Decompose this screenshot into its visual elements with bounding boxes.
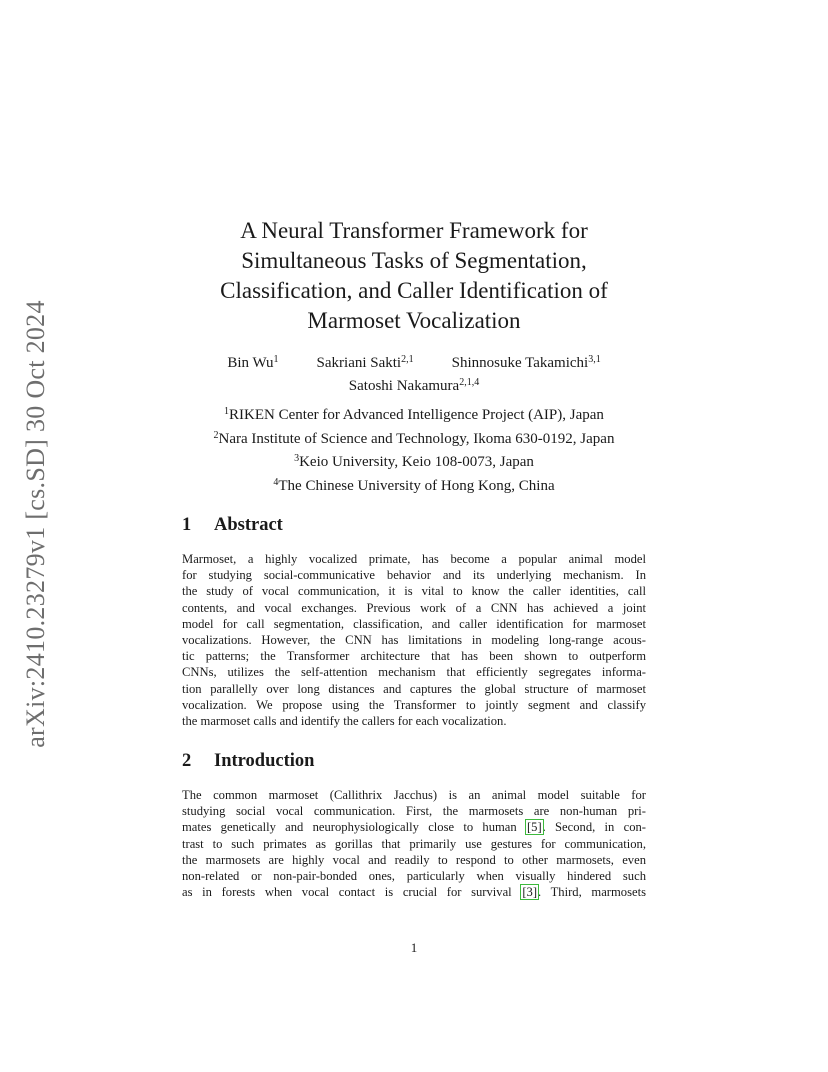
paper-title [180, 216, 648, 336]
text-line: the study of vocal communication, it is vital to know the caller identities, call [182, 584, 646, 599]
text-line: CNNs, utilizes the self-attention mechanism that efficiently segregates informa- [182, 665, 646, 680]
section-heading-abstract [182, 515, 283, 536]
affiliation [150, 402, 678, 426]
author-affil-marker: 3,1 [588, 354, 601, 365]
affiliation-marker: 2 [213, 429, 219, 441]
citation-link[interactable]: [5] [526, 820, 542, 835]
affiliation-text: Nara Institute of Science and Technology, Ikoma 630-0192, Japan [218, 430, 615, 447]
text-line: Marmoset, a highly vocalized primate, has become a popular animal model [182, 552, 646, 566]
text-line: trast to such primates as gorillas that primarily use gestures for communication, [182, 836, 646, 851]
section-title: Introduction [214, 751, 315, 771]
author-name: Shinnosuke Takamichi [451, 355, 589, 371]
affiliation-text: RIKEN Center for Advanced Intelligence Project (AIP), Japan [229, 407, 604, 423]
text-fragment: . Third, marmosets [538, 885, 646, 900]
affiliation-text: The Chinese University of Hong Kong, China [278, 477, 555, 494]
affiliation [150, 449, 678, 473]
author-name: Sakriani Sakti [316, 355, 402, 371]
title-line: Classification, and Caller Identification of [220, 278, 608, 303]
author-list [180, 350, 648, 396]
text-line [182, 819, 646, 835]
affiliation [150, 473, 678, 497]
author [317, 350, 414, 373]
arxiv-identifier-stamp: arXiv:2410.23279v1 [cs.SD] 30 Oct 2024 [21, 300, 50, 748]
title-line: Simultaneous Tasks of Segmentation, [241, 248, 587, 273]
text-line: the marmoset calls and identify the callers for each vocalization. [182, 714, 507, 729]
text-fragment: as in forests when vocal contact is crucial for survival [182, 885, 522, 900]
text-fragment: mates genetically and neurophysiologically close to human [182, 820, 526, 835]
affiliation-list [150, 402, 678, 496]
text-line: vocalization. We propose using the Transformer to jointly segment and classify [182, 697, 646, 712]
affiliation [150, 426, 678, 450]
page-number: 1 [410, 940, 418, 955]
author-affil-marker: 1 [273, 354, 279, 365]
affiliation-marker: 3 [294, 453, 300, 464]
author [227, 350, 278, 373]
section-number: 1 [182, 515, 192, 535]
author-affil-marker: 2,1 [401, 354, 414, 365]
text-line: tic patterns; the Transformer architecture that has been shown to outperform [182, 649, 646, 664]
author-affil-marker: 2,1,4 [459, 377, 480, 388]
author [452, 350, 601, 373]
affiliation-marker: 1 [224, 406, 230, 417]
section-heading-introduction [182, 751, 314, 772]
text-line: studying social vocal communication. First, the marmosets are non-human pri- [182, 804, 646, 819]
text-line: The common marmoset (Callithrix Jacchus) is an animal model suitable for [182, 788, 646, 802]
text-line: for studying social-communicative behavior and its underlying mechanism. In [182, 568, 646, 583]
author [349, 378, 479, 394]
text-line: tion parallelly over long distances and captures the global structure of marmoset [182, 681, 646, 696]
text-line: the marmosets are highly vocal and readily to respond to other marmosets, even [182, 852, 646, 867]
affiliation-marker: 4 [273, 476, 279, 488]
text-line: vocalizations. However, the CNN has limitations in modeling long-range acous- [182, 633, 646, 648]
text-line [182, 884, 646, 900]
section-number: 2 [182, 751, 192, 771]
author-name: Satoshi Nakamura [348, 378, 460, 394]
citation-link[interactable]: [3] [522, 885, 538, 900]
introduction-paragraph [182, 787, 646, 900]
title-line: A Neural Transformer Framework for [240, 218, 588, 243]
text-line: non-related or non-pair-bonded ones, particularly when visually hindered such [182, 869, 646, 884]
abstract-paragraph [182, 551, 646, 729]
text-line: contents, and vocal exchanges. Previous work of a CNN has achieved a joint [182, 600, 646, 615]
author-name: Bin Wu [227, 355, 274, 371]
text-line: model for call segmentation, classification, and caller identification for marmoset [182, 616, 646, 631]
section-title: Abstract [214, 515, 283, 535]
title-line: Marmoset Vocalization [307, 308, 521, 333]
text-fragment: . Second, in con- [542, 820, 646, 835]
affiliation-text: Keio University, Keio 108-0073, Japan [299, 454, 534, 470]
